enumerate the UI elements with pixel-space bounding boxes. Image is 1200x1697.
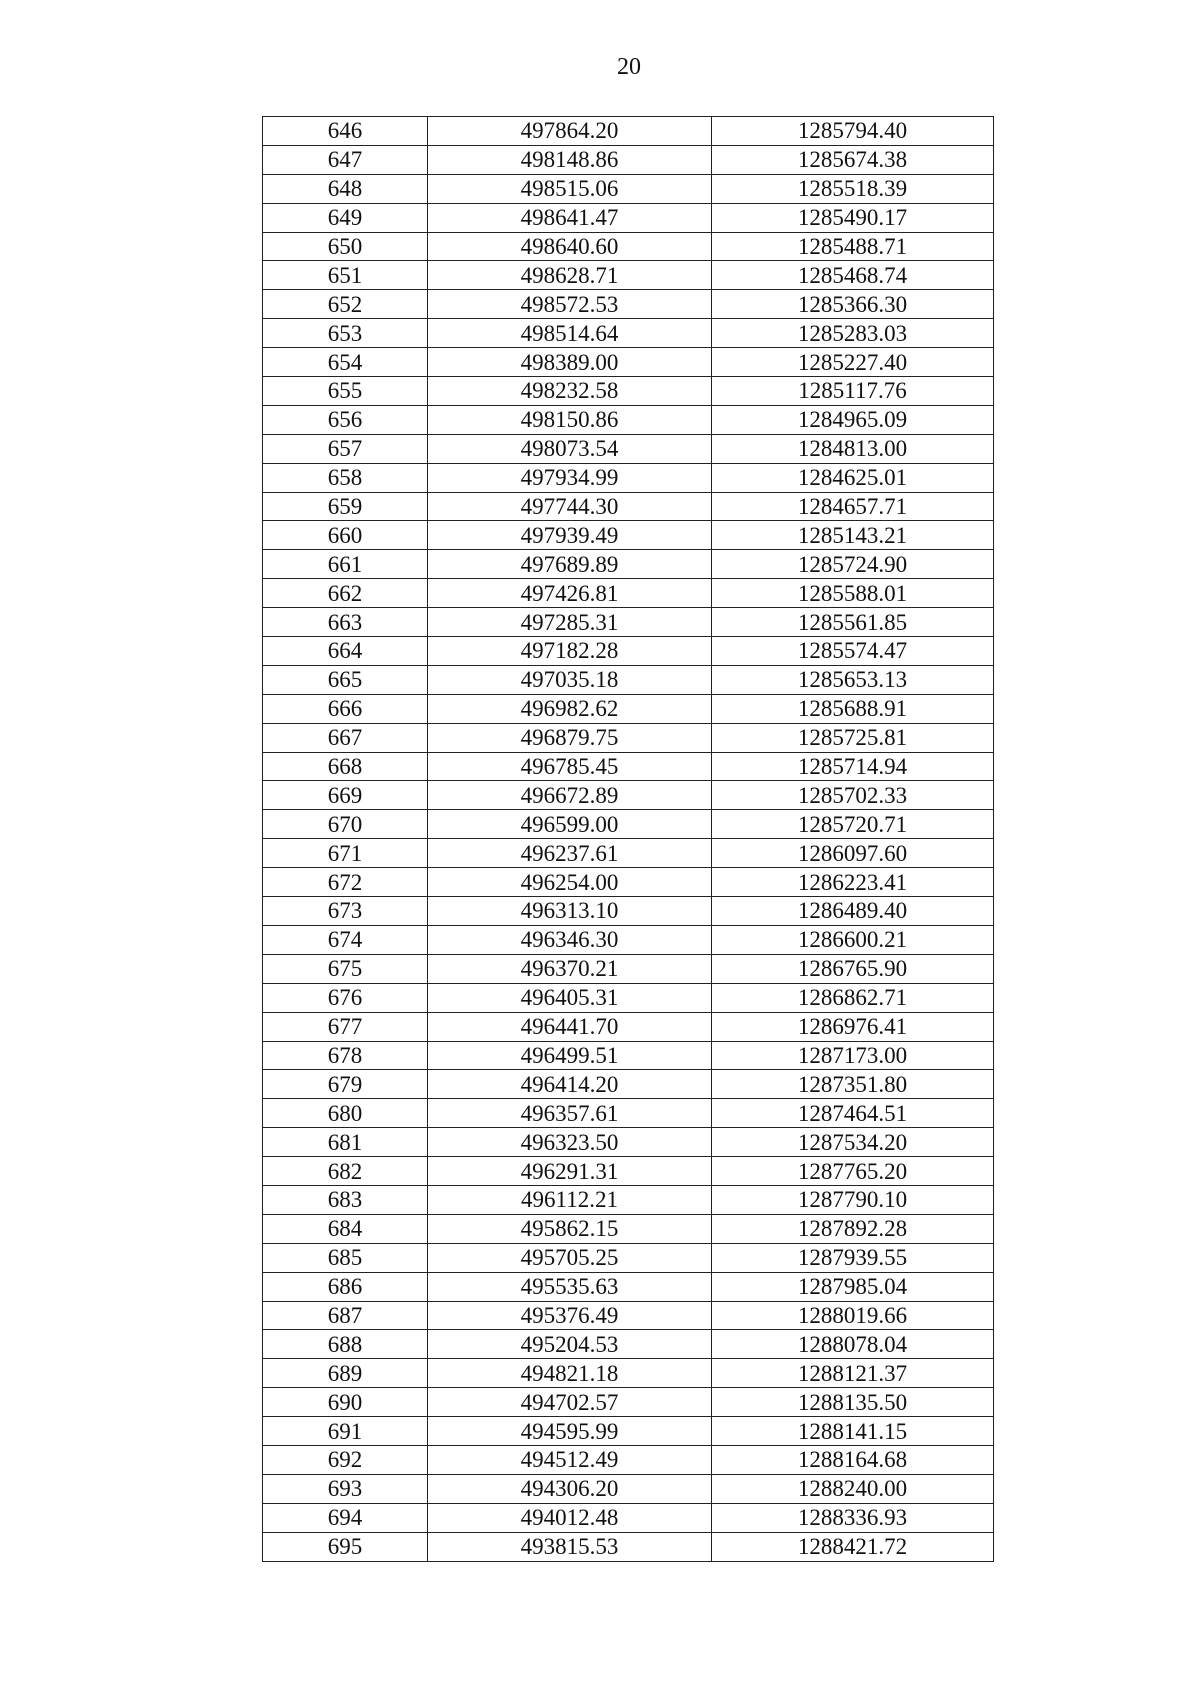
table-row [263,665,994,694]
point-number-cell: 690 [263,1388,428,1417]
table-row [263,1041,994,1070]
table-row [263,1388,994,1417]
x-coordinate-cell: 498148.86 [428,145,712,174]
point-number-cell: 679 [263,1070,428,1099]
table-row [263,1474,994,1503]
x-coordinate-cell: 496291.31 [428,1157,712,1186]
y-coordinate-cell: 1287534.20 [712,1128,994,1157]
point-number-cell: 650 [263,232,428,261]
x-coordinate-cell: 495862.15 [428,1214,712,1243]
point-number-cell: 683 [263,1185,428,1214]
point-number-cell: 653 [263,319,428,348]
point-number-cell: 666 [263,694,428,723]
x-coordinate-cell: 498150.86 [428,405,712,434]
table-row [263,1503,994,1532]
point-number-cell: 656 [263,405,428,434]
table-row [263,723,994,752]
x-coordinate-cell: 496499.51 [428,1041,712,1070]
point-number-cell: 688 [263,1330,428,1359]
y-coordinate-cell: 1287790.10 [712,1185,994,1214]
x-coordinate-cell: 495705.25 [428,1243,712,1272]
x-coordinate-cell: 498640.60 [428,232,712,261]
y-coordinate-cell: 1285574.47 [712,637,994,666]
point-number-cell: 682 [263,1157,428,1186]
x-coordinate-cell: 494512.49 [428,1445,712,1474]
point-number-cell: 695 [263,1532,428,1561]
table-row [263,174,994,203]
point-number-cell: 675 [263,954,428,983]
table-row [263,203,994,232]
x-coordinate-cell: 497035.18 [428,665,712,694]
x-coordinate-cell: 498514.64 [428,319,712,348]
x-coordinate-cell: 497744.30 [428,492,712,521]
x-coordinate-cell: 496357.61 [428,1099,712,1128]
point-number-cell: 649 [263,203,428,232]
point-number-cell: 681 [263,1128,428,1157]
y-coordinate-cell: 1288135.50 [712,1388,994,1417]
table-row [263,1070,994,1099]
table-row [263,839,994,868]
x-coordinate-cell: 498641.47 [428,203,712,232]
point-number-cell: 663 [263,608,428,637]
y-coordinate-cell: 1288078.04 [712,1330,994,1359]
point-number-cell: 694 [263,1503,428,1532]
table-row [263,1185,994,1214]
table-row [263,1532,994,1561]
x-coordinate-cell: 498232.58 [428,377,712,406]
point-number-cell: 651 [263,261,428,290]
x-coordinate-cell: 498572.53 [428,290,712,319]
table-row [263,925,994,954]
x-coordinate-cell: 497939.49 [428,521,712,550]
point-number-cell: 652 [263,290,428,319]
point-number-cell: 662 [263,579,428,608]
x-coordinate-cell: 496599.00 [428,810,712,839]
table-row [263,1243,994,1272]
point-number-cell: 689 [263,1359,428,1388]
table-row [263,261,994,290]
point-number-cell: 691 [263,1417,428,1446]
point-number-cell: 667 [263,723,428,752]
y-coordinate-cell: 1285725.81 [712,723,994,752]
y-coordinate-cell: 1288164.68 [712,1445,994,1474]
table-row [263,781,994,810]
table-row [263,1012,994,1041]
y-coordinate-cell: 1287985.04 [712,1272,994,1301]
coordinates-table-body [263,117,994,1562]
point-number-cell: 672 [263,868,428,897]
y-coordinate-cell: 1288019.66 [712,1301,994,1330]
table-row [263,405,994,434]
table-row [263,521,994,550]
table-row [263,1128,994,1157]
point-number-cell: 673 [263,897,428,926]
x-coordinate-cell: 496323.50 [428,1128,712,1157]
point-number-cell: 693 [263,1474,428,1503]
y-coordinate-cell: 1285468.74 [712,261,994,290]
point-number-cell: 654 [263,348,428,377]
table-row [263,145,994,174]
x-coordinate-cell: 497182.28 [428,637,712,666]
y-coordinate-cell: 1287173.00 [712,1041,994,1070]
point-number-cell: 668 [263,752,428,781]
x-coordinate-cell: 497426.81 [428,579,712,608]
y-coordinate-cell: 1285653.13 [712,665,994,694]
x-coordinate-cell: 498628.71 [428,261,712,290]
point-number-cell: 678 [263,1041,428,1070]
page-number: 20 [617,54,641,80]
y-coordinate-cell: 1285674.38 [712,145,994,174]
x-coordinate-cell: 496672.89 [428,781,712,810]
x-coordinate-cell: 496414.20 [428,1070,712,1099]
x-coordinate-cell: 494821.18 [428,1359,712,1388]
table-row [263,1272,994,1301]
x-coordinate-cell: 498515.06 [428,174,712,203]
y-coordinate-cell: 1286976.41 [712,1012,994,1041]
table-row [263,1301,994,1330]
y-coordinate-cell: 1285794.40 [712,117,994,146]
x-coordinate-cell: 494306.20 [428,1474,712,1503]
y-coordinate-cell: 1285688.91 [712,694,994,723]
y-coordinate-cell: 1285561.85 [712,608,994,637]
point-number-cell: 685 [263,1243,428,1272]
y-coordinate-cell: 1286097.60 [712,839,994,868]
y-coordinate-cell: 1288336.93 [712,1503,994,1532]
x-coordinate-cell: 495376.49 [428,1301,712,1330]
point-number-cell: 659 [263,492,428,521]
table-row [263,608,994,637]
y-coordinate-cell: 1286489.40 [712,897,994,926]
y-coordinate-cell: 1287765.20 [712,1157,994,1186]
y-coordinate-cell: 1285714.94 [712,752,994,781]
x-coordinate-cell: 496112.21 [428,1185,712,1214]
point-number-cell: 646 [263,117,428,146]
x-coordinate-cell: 494702.57 [428,1388,712,1417]
y-coordinate-cell: 1284625.01 [712,463,994,492]
y-coordinate-cell: 1285702.33 [712,781,994,810]
table-row [263,810,994,839]
point-number-cell: 686 [263,1272,428,1301]
table-row [263,868,994,897]
x-coordinate-cell: 496237.61 [428,839,712,868]
point-number-cell: 680 [263,1099,428,1128]
x-coordinate-cell: 498389.00 [428,348,712,377]
table-row [263,1445,994,1474]
table-row [263,1359,994,1388]
point-number-cell: 657 [263,434,428,463]
y-coordinate-cell: 1286223.41 [712,868,994,897]
y-coordinate-cell: 1285283.03 [712,319,994,348]
x-coordinate-cell: 496982.62 [428,694,712,723]
table-row [263,348,994,377]
y-coordinate-cell: 1287351.80 [712,1070,994,1099]
y-coordinate-cell: 1285227.40 [712,348,994,377]
x-coordinate-cell: 493815.53 [428,1532,712,1561]
x-coordinate-cell: 497689.89 [428,550,712,579]
x-coordinate-cell: 496785.45 [428,752,712,781]
point-number-cell: 671 [263,839,428,868]
point-number-cell: 692 [263,1445,428,1474]
y-coordinate-cell: 1285490.17 [712,203,994,232]
x-coordinate-cell: 494012.48 [428,1503,712,1532]
x-coordinate-cell: 497934.99 [428,463,712,492]
point-number-cell: 687 [263,1301,428,1330]
table-row [263,319,994,348]
point-number-cell: 670 [263,810,428,839]
x-coordinate-cell: 497285.31 [428,608,712,637]
table-row [263,117,994,146]
x-coordinate-cell: 496313.10 [428,897,712,926]
y-coordinate-cell: 1288121.37 [712,1359,994,1388]
table-row [263,463,994,492]
table-row [263,290,994,319]
y-coordinate-cell: 1285724.90 [712,550,994,579]
y-coordinate-cell: 1284965.09 [712,405,994,434]
coordinates-table [262,116,994,1562]
point-number-cell: 647 [263,145,428,174]
table-row [263,550,994,579]
y-coordinate-cell: 1288240.00 [712,1474,994,1503]
x-coordinate-cell: 496346.30 [428,925,712,954]
y-coordinate-cell: 1285143.21 [712,521,994,550]
point-number-cell: 655 [263,377,428,406]
table-row [263,1330,994,1359]
x-coordinate-cell: 495204.53 [428,1330,712,1359]
y-coordinate-cell: 1284657.71 [712,492,994,521]
y-coordinate-cell: 1285518.39 [712,174,994,203]
x-coordinate-cell: 496879.75 [428,723,712,752]
x-coordinate-cell: 496441.70 [428,1012,712,1041]
point-number-cell: 660 [263,521,428,550]
y-coordinate-cell: 1286765.90 [712,954,994,983]
y-coordinate-cell: 1286862.71 [712,983,994,1012]
x-coordinate-cell: 496370.21 [428,954,712,983]
table-row [263,897,994,926]
point-number-cell: 674 [263,925,428,954]
x-coordinate-cell: 496405.31 [428,983,712,1012]
table-row [263,637,994,666]
y-coordinate-cell: 1288421.72 [712,1532,994,1561]
x-coordinate-cell: 497864.20 [428,117,712,146]
table-row [263,752,994,781]
table-row [263,434,994,463]
table-row [263,232,994,261]
y-coordinate-cell: 1286600.21 [712,925,994,954]
table-row [263,579,994,608]
table-row [263,954,994,983]
point-number-cell: 677 [263,1012,428,1041]
y-coordinate-cell: 1285366.30 [712,290,994,319]
table-row [263,1417,994,1446]
table-row [263,1214,994,1243]
point-number-cell: 661 [263,550,428,579]
y-coordinate-cell: 1285588.01 [712,579,994,608]
point-number-cell: 665 [263,665,428,694]
point-number-cell: 676 [263,983,428,1012]
y-coordinate-cell: 1285720.71 [712,810,994,839]
point-number-cell: 664 [263,637,428,666]
y-coordinate-cell: 1287892.28 [712,1214,994,1243]
x-coordinate-cell: 498073.54 [428,434,712,463]
y-coordinate-cell: 1287939.55 [712,1243,994,1272]
y-coordinate-cell: 1288141.15 [712,1417,994,1446]
table-row [263,1099,994,1128]
y-coordinate-cell: 1285117.76 [712,377,994,406]
table-row [263,377,994,406]
point-number-cell: 658 [263,463,428,492]
y-coordinate-cell: 1285488.71 [712,232,994,261]
table-row [263,694,994,723]
y-coordinate-cell: 1284813.00 [712,434,994,463]
x-coordinate-cell: 494595.99 [428,1417,712,1446]
table-row [263,492,994,521]
x-coordinate-cell: 495535.63 [428,1272,712,1301]
y-coordinate-cell: 1287464.51 [712,1099,994,1128]
x-coordinate-cell: 496254.00 [428,868,712,897]
table-row [263,983,994,1012]
table-row [263,1157,994,1186]
point-number-cell: 684 [263,1214,428,1243]
point-number-cell: 669 [263,781,428,810]
point-number-cell: 648 [263,174,428,203]
